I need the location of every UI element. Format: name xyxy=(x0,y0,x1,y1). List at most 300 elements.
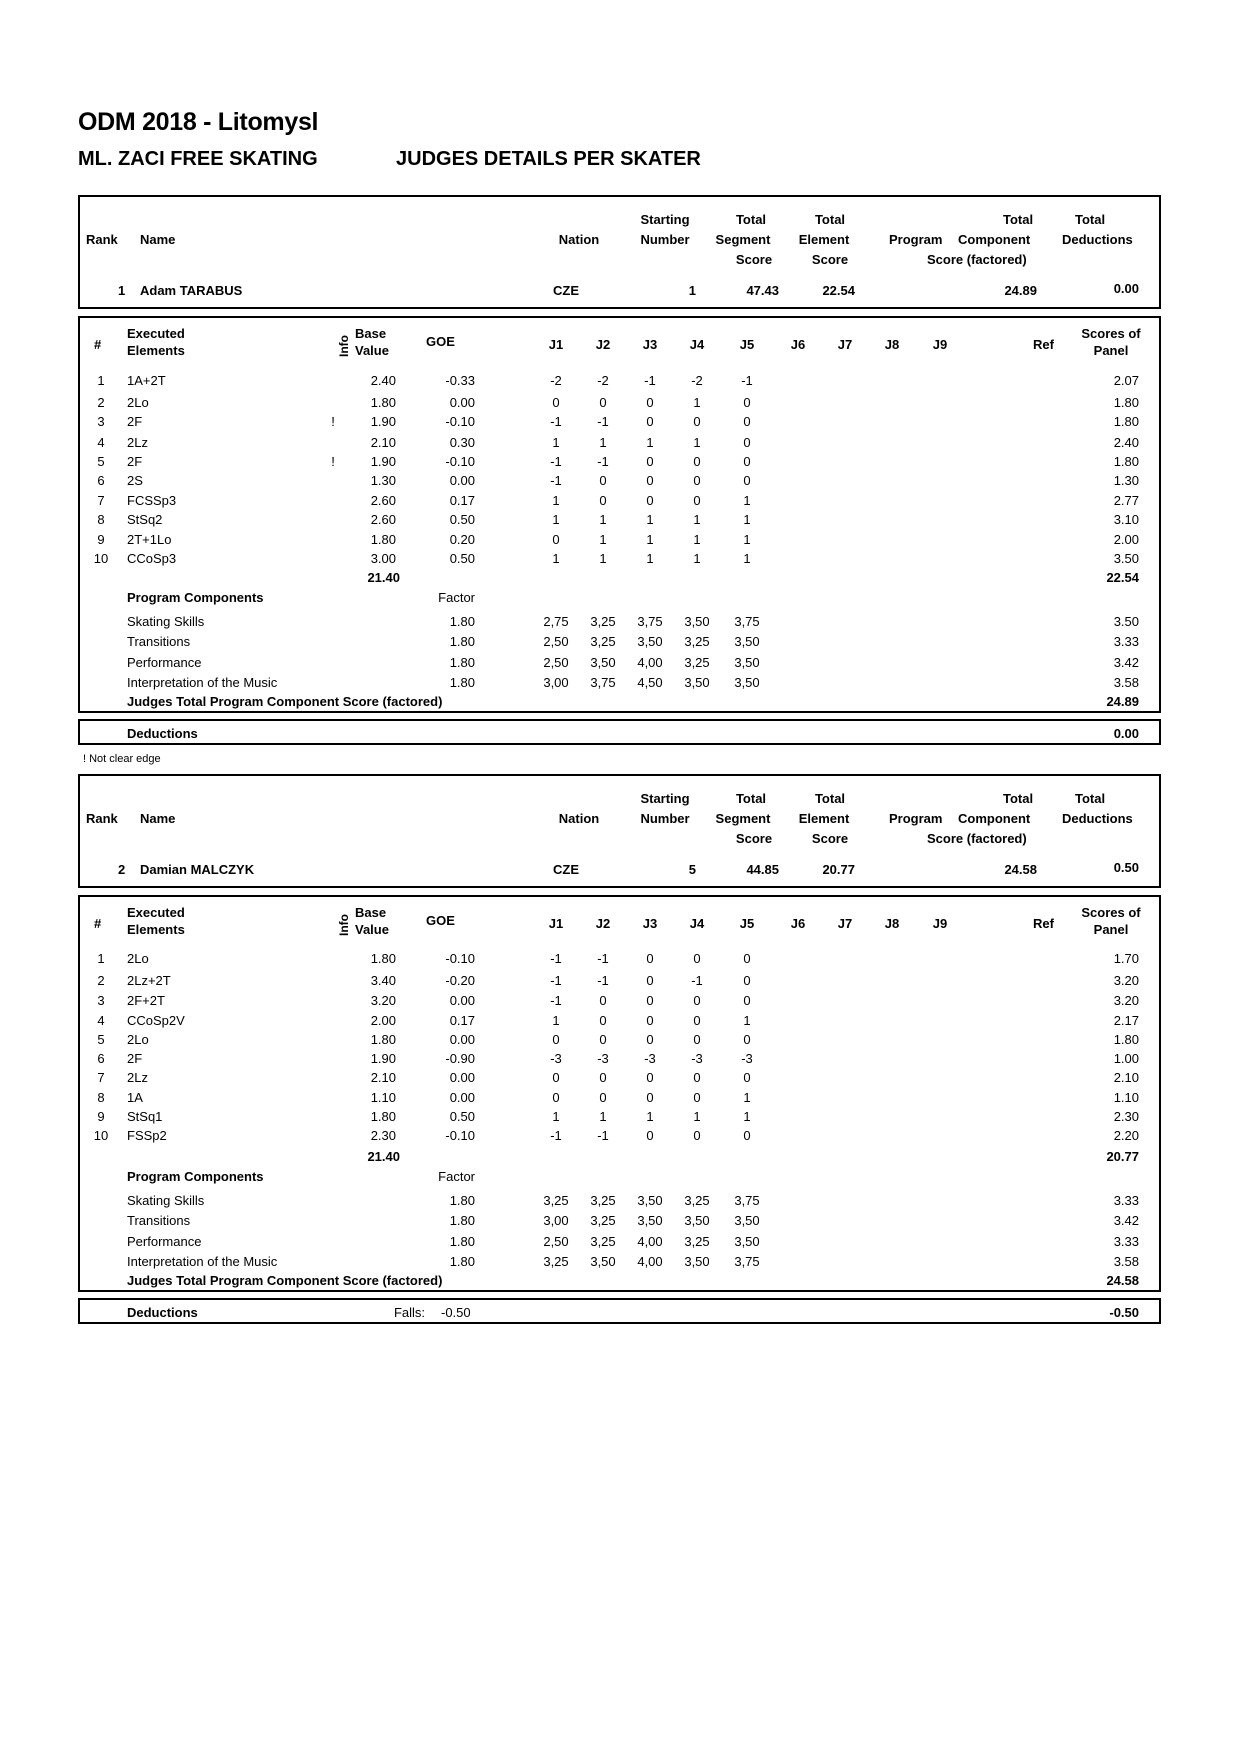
element-goe: -0.10 xyxy=(445,951,475,966)
element-judge-score: 0 xyxy=(646,993,654,1008)
element-judge-score: 1 xyxy=(552,1109,560,1124)
element-number: 5 xyxy=(97,1032,105,1047)
component-panel-score: 3.42 xyxy=(1113,1213,1139,1228)
element-goe: 0.50 xyxy=(449,1109,475,1124)
element-goe: -0.20 xyxy=(445,973,475,988)
element-judge-score: 0 xyxy=(552,1070,560,1085)
element-judge-score: 1 xyxy=(646,512,654,527)
total-element-score: 20.77 xyxy=(822,862,855,877)
element-base-value: 2.10 xyxy=(370,435,396,450)
element-score-total: 22.54 xyxy=(1106,570,1139,585)
col-judge-header: J2 xyxy=(595,916,611,931)
col-tss-header: Score xyxy=(735,252,773,267)
component-judge-score: 2,75 xyxy=(543,614,569,629)
element-judge-score: 1 xyxy=(743,493,751,508)
element-judge-score: 1 xyxy=(693,512,701,527)
event-title: ODM 2018 - Litomysl xyxy=(78,108,319,136)
element-judge-score: 1 xyxy=(693,435,701,450)
deduction-detail-label: Falls: xyxy=(393,1305,425,1320)
element-goe: -0.90 xyxy=(445,1051,475,1066)
component-panel-score: 3.33 xyxy=(1113,1234,1139,1249)
element-base-value: 1.80 xyxy=(370,951,396,966)
col-tss-header: Total xyxy=(735,212,767,227)
element-base-value: 3.40 xyxy=(370,973,396,988)
element-judge-score: 0 xyxy=(599,993,607,1008)
component-name: Transitions xyxy=(127,1213,191,1228)
component-judge-score: 3,50 xyxy=(684,675,710,690)
element-name: 2Lz+2T xyxy=(127,973,171,988)
component-judge-score: 3,50 xyxy=(637,1213,663,1228)
element-judge-score: 1 xyxy=(646,435,654,450)
col-pcs-header: Total xyxy=(1003,791,1034,806)
component-judge-score: 3,75 xyxy=(590,675,616,690)
component-panel-score: 3.33 xyxy=(1113,1193,1139,1208)
col-pcs-header: Component xyxy=(958,811,1031,826)
skater-nation: CZE xyxy=(553,862,579,877)
element-number: 2 xyxy=(97,395,105,410)
component-factor: 1.80 xyxy=(449,634,475,649)
element-judge-score: 1 xyxy=(646,532,654,547)
col-nation-header: Nation xyxy=(558,232,600,247)
element-base-value: 2.10 xyxy=(370,1070,396,1085)
col-elements-header: Elements xyxy=(127,922,185,937)
col-tes-header: Total xyxy=(814,791,846,806)
total-segment-score: 47.43 xyxy=(746,283,779,298)
element-base-value: 2.60 xyxy=(370,512,396,527)
component-name: Transitions xyxy=(127,634,191,649)
element-judge-score: -2 xyxy=(597,373,609,388)
element-judge-score: 1 xyxy=(599,532,607,547)
element-judge-score: 1 xyxy=(693,532,701,547)
element-judge-score: 0 xyxy=(599,493,607,508)
col-tes-header: Total xyxy=(814,212,846,227)
element-name: 2Lo xyxy=(127,1032,149,1047)
element-number: 6 xyxy=(97,1051,105,1066)
deductions-total: 0.00 xyxy=(1113,726,1139,741)
component-judge-score: 3,00 xyxy=(543,1213,569,1228)
element-number: 1 xyxy=(97,373,105,388)
component-judge-score: 3,75 xyxy=(637,614,663,629)
col-scores-header: Scores of xyxy=(1081,326,1141,341)
element-judge-score: -3 xyxy=(597,1051,609,1066)
total-program-component-score: 24.58 xyxy=(1004,862,1037,877)
col-tes-header: Element xyxy=(798,811,850,826)
element-judge-score: 0 xyxy=(646,493,654,508)
pcs-total-value: 24.58 xyxy=(1106,1273,1139,1288)
element-judge-score: -1 xyxy=(550,414,562,429)
element-base-value: 1.90 xyxy=(370,414,396,429)
element-info: ! xyxy=(331,414,335,429)
element-judge-score: 0 xyxy=(743,435,751,450)
element-judge-score: 1 xyxy=(743,551,751,566)
element-judge-score: 0 xyxy=(743,973,751,988)
element-panel-score: 3.50 xyxy=(1113,551,1139,566)
element-panel-score: 1.10 xyxy=(1113,1090,1139,1105)
col-ded-header: Total xyxy=(1075,791,1106,806)
col-judge-header: J6 xyxy=(790,337,806,352)
element-judge-score: -1 xyxy=(550,973,562,988)
element-judge-score: 1 xyxy=(646,1109,654,1124)
element-name: 2Lz xyxy=(127,435,148,450)
element-judge-score: -1 xyxy=(550,951,562,966)
col-tes-header: Score xyxy=(811,252,849,267)
component-judge-score: 2,50 xyxy=(543,655,569,670)
element-name: FCSSp3 xyxy=(127,493,177,508)
col-judge-header: J4 xyxy=(689,916,705,931)
element-judge-score: -2 xyxy=(691,373,703,388)
element-judge-score: 0 xyxy=(693,993,701,1008)
element-judge-score: 0 xyxy=(552,532,560,547)
element-judge-score: 0 xyxy=(599,1070,607,1085)
element-base-value: 2.00 xyxy=(370,1013,396,1028)
element-goe: 0.17 xyxy=(449,493,475,508)
deduction-detail-value: -0.50 xyxy=(441,1305,471,1320)
col-panel-header: Panel xyxy=(1093,922,1129,937)
col-elements-header: Elements xyxy=(127,343,185,358)
element-judge-score: 1 xyxy=(599,512,607,527)
component-name: Interpretation of the Music xyxy=(127,675,278,690)
element-panel-score: 3.20 xyxy=(1113,993,1139,1008)
element-panel-score: 2.00 xyxy=(1113,532,1139,547)
element-judge-score: 0 xyxy=(743,1128,751,1143)
element-judge-score: 0 xyxy=(743,414,751,429)
element-panel-score: 2.07 xyxy=(1113,373,1139,388)
element-name: CCoSp2V xyxy=(127,1013,185,1028)
element-goe: 0.00 xyxy=(449,993,475,1008)
component-judge-score: 3,50 xyxy=(734,1234,760,1249)
skater-nation: CZE xyxy=(553,283,579,298)
col-judge-header: J3 xyxy=(642,337,658,352)
component-factor: 1.80 xyxy=(449,655,475,670)
element-panel-score: 1.00 xyxy=(1113,1051,1139,1066)
element-judge-score: 0 xyxy=(693,1013,701,1028)
col-nation-header: Nation xyxy=(558,811,600,826)
element-number: 9 xyxy=(97,532,105,547)
element-name: 2F+2T xyxy=(127,993,165,1008)
element-judge-score: 0 xyxy=(693,454,701,469)
component-name: Interpretation of the Music xyxy=(127,1254,278,1269)
col-rank-header: Rank xyxy=(86,232,118,247)
element-number: 5 xyxy=(97,454,105,469)
col-pcs-header: Score (factored) xyxy=(927,831,1027,846)
component-judge-score: 3,25 xyxy=(590,1213,616,1228)
component-panel-score: 3.33 xyxy=(1113,634,1139,649)
element-number: 3 xyxy=(97,993,105,1008)
element-judge-score: 0 xyxy=(552,395,560,410)
col-tss-header: Segment xyxy=(715,232,771,247)
col-scores-header: Scores of xyxy=(1081,905,1141,920)
col-pcs-header: Program xyxy=(889,811,943,826)
col-judge-header: J8 xyxy=(884,337,900,352)
element-judge-score: 0 xyxy=(646,973,654,988)
col-goe-header: GOE xyxy=(426,334,455,349)
element-name: 1A xyxy=(127,1090,143,1105)
element-judge-score: -1 xyxy=(691,973,703,988)
element-base-value: 1.80 xyxy=(370,1109,396,1124)
element-judge-score: 0 xyxy=(693,1070,701,1085)
element-judge-score: 0 xyxy=(693,1032,701,1047)
col-judge-header: J4 xyxy=(689,337,705,352)
element-judge-score: 1 xyxy=(552,435,560,450)
col-judge-header: J8 xyxy=(884,916,900,931)
component-judge-score: 3,50 xyxy=(590,1254,616,1269)
element-name: 2Lo xyxy=(127,951,149,966)
component-panel-score: 3.58 xyxy=(1113,1254,1139,1269)
col-info-header: Info xyxy=(337,335,351,357)
col-judge-header: J2 xyxy=(595,337,611,352)
component-panel-score: 3.42 xyxy=(1113,655,1139,670)
col-number-header: Number xyxy=(640,811,690,826)
component-judge-score: 3,50 xyxy=(637,634,663,649)
element-judge-score: -2 xyxy=(550,373,562,388)
element-judge-score: 0 xyxy=(646,1032,654,1047)
element-panel-score: 3.20 xyxy=(1113,973,1139,988)
col-ref-header: Ref xyxy=(1033,337,1054,352)
element-number: 2 xyxy=(97,973,105,988)
element-judge-score: -3 xyxy=(644,1051,656,1066)
component-judge-score: 3,25 xyxy=(543,1254,569,1269)
col-hash-header: # xyxy=(94,337,102,352)
element-goe: 0.00 xyxy=(449,395,475,410)
element-base-value: 1.90 xyxy=(370,1051,396,1066)
component-judge-score: 3,50 xyxy=(734,634,760,649)
element-judge-score: 0 xyxy=(743,993,751,1008)
element-judge-score: -3 xyxy=(741,1051,753,1066)
deductions-label: Deductions xyxy=(127,726,198,741)
element-score-total: 20.77 xyxy=(1106,1149,1139,1164)
element-goe: 0.00 xyxy=(449,1070,475,1085)
col-number-header: Number xyxy=(640,232,690,247)
element-judge-score: 1 xyxy=(743,1013,751,1028)
element-name: 2Lo xyxy=(127,395,149,410)
element-panel-score: 1.70 xyxy=(1113,951,1139,966)
col-base-header: Base xyxy=(355,326,387,341)
component-judge-score: 3,50 xyxy=(637,1193,663,1208)
element-base-value: 2.60 xyxy=(370,493,396,508)
element-judge-score: 0 xyxy=(646,1090,654,1105)
deductions-label: Deductions xyxy=(127,1305,198,1320)
component-judge-score: 3,25 xyxy=(543,1193,569,1208)
element-judge-score: 1 xyxy=(743,1090,751,1105)
pcs-total-label: Judges Total Program Component Score (factored) xyxy=(127,694,443,709)
skater-rank: 2 xyxy=(118,862,126,877)
base-value-total: 21.40 xyxy=(367,1149,400,1164)
element-base-value: 2.40 xyxy=(370,373,396,388)
component-judge-score: 3,00 xyxy=(543,675,569,690)
element-number: 7 xyxy=(97,493,105,508)
element-goe: 0.20 xyxy=(449,532,475,547)
component-name: Skating Skills xyxy=(127,1193,205,1208)
element-judge-score: -1 xyxy=(550,454,562,469)
element-judge-score: 1 xyxy=(552,1013,560,1028)
element-number: 4 xyxy=(97,435,105,450)
col-ref-header: Ref xyxy=(1033,916,1054,931)
element-judge-score: 1 xyxy=(552,493,560,508)
col-value-header: Value xyxy=(355,343,389,358)
element-goe: -0.10 xyxy=(445,454,475,469)
element-panel-score: 1.80 xyxy=(1113,414,1139,429)
element-judge-score: 0 xyxy=(743,395,751,410)
element-goe: 0.50 xyxy=(449,551,475,566)
component-judge-score: 3,75 xyxy=(734,614,760,629)
element-judge-score: -1 xyxy=(741,373,753,388)
element-judge-score: 0 xyxy=(646,1070,654,1085)
col-judge-header: J9 xyxy=(932,916,948,931)
pcs-total-label: Judges Total Program Component Score (factored) xyxy=(127,1273,443,1288)
element-judge-score: -1 xyxy=(597,454,609,469)
element-base-value: 1.80 xyxy=(370,1032,396,1047)
element-number: 3 xyxy=(97,414,105,429)
col-judge-header: J6 xyxy=(790,916,806,931)
col-tes-header: Element xyxy=(798,232,850,247)
col-name-header: Name xyxy=(140,232,176,247)
element-name: 2Lz xyxy=(127,1070,148,1085)
element-judge-score: -1 xyxy=(597,951,609,966)
element-number: 4 xyxy=(97,1013,105,1028)
element-name: 2F xyxy=(127,414,143,429)
component-judge-score: 3,25 xyxy=(590,1193,616,1208)
element-judge-score: 0 xyxy=(552,1032,560,1047)
component-name: Performance xyxy=(127,655,202,670)
element-number: 10 xyxy=(93,551,109,566)
component-judge-score: 3,50 xyxy=(684,1213,710,1228)
component-judge-score: 3,25 xyxy=(684,1193,710,1208)
component-factor: 1.80 xyxy=(449,1193,475,1208)
col-hash-header: # xyxy=(94,916,102,931)
component-judge-score: 4,50 xyxy=(637,675,663,690)
element-judge-score: 1 xyxy=(599,435,607,450)
element-judge-score: 0 xyxy=(599,395,607,410)
element-judge-score: 1 xyxy=(599,1109,607,1124)
element-judge-score: 0 xyxy=(646,1013,654,1028)
col-pcs-header: Score (factored) xyxy=(927,252,1027,267)
element-judge-score: 0 xyxy=(693,473,701,488)
element-judge-score: -1 xyxy=(597,973,609,988)
col-starting-header: Starting xyxy=(640,791,690,806)
component-judge-score: 2,50 xyxy=(543,634,569,649)
element-judge-score: 0 xyxy=(646,951,654,966)
program-components-label: Program Components xyxy=(127,1169,264,1184)
component-judge-score: 3,25 xyxy=(684,1234,710,1249)
component-judge-score: 3,50 xyxy=(734,655,760,670)
element-name: 2T+1Lo xyxy=(127,532,172,547)
element-goe: 0.00 xyxy=(449,1090,475,1105)
component-panel-score: 3.58 xyxy=(1113,675,1139,690)
col-tss-header: Total xyxy=(735,791,767,806)
total-element-score: 22.54 xyxy=(822,283,855,298)
skater-details-box xyxy=(78,895,1161,1292)
element-base-value: 3.00 xyxy=(370,551,396,566)
element-judge-score: -1 xyxy=(644,373,656,388)
component-name: Skating Skills xyxy=(127,614,205,629)
skater-start-number: 5 xyxy=(688,862,696,877)
element-panel-score: 2.40 xyxy=(1113,435,1139,450)
deductions-box xyxy=(78,719,1161,745)
element-judge-score: 0 xyxy=(693,493,701,508)
element-name: FSSp2 xyxy=(127,1128,167,1143)
component-judge-score: 3,50 xyxy=(590,655,616,670)
skater-name: Damian MALCZYK xyxy=(140,862,255,877)
component-judge-score: 3,25 xyxy=(684,655,710,670)
element-goe: 0.50 xyxy=(449,512,475,527)
element-judge-score: -1 xyxy=(597,414,609,429)
col-info-header: Info xyxy=(337,914,351,936)
element-judge-score: -3 xyxy=(550,1051,562,1066)
element-number: 8 xyxy=(97,1090,105,1105)
component-factor: 1.80 xyxy=(449,614,475,629)
element-judge-score: 0 xyxy=(646,473,654,488)
component-factor: 1.80 xyxy=(449,1234,475,1249)
component-panel-score: 3.50 xyxy=(1113,614,1139,629)
element-name: 1A+2T xyxy=(127,373,166,388)
col-tss-header: Segment xyxy=(715,811,771,826)
element-info: ! xyxy=(331,454,335,469)
skater-start-number: 1 xyxy=(688,283,696,298)
element-panel-score: 2.10 xyxy=(1113,1070,1139,1085)
element-judge-score: 0 xyxy=(743,1032,751,1047)
skater-details-box xyxy=(78,316,1161,713)
base-value-total: 21.40 xyxy=(367,570,400,585)
component-factor: 1.80 xyxy=(449,1213,475,1228)
element-panel-score: 2.30 xyxy=(1113,1109,1139,1124)
col-ded-header: Deductions xyxy=(1062,811,1133,826)
component-judge-score: 3,75 xyxy=(734,1254,760,1269)
element-judge-score: 0 xyxy=(646,454,654,469)
component-judge-score: 4,00 xyxy=(637,1254,663,1269)
total-deductions: 0.00 xyxy=(1113,281,1139,296)
element-judge-score: -1 xyxy=(597,1128,609,1143)
col-tss-header: Score xyxy=(735,831,773,846)
element-judge-score: 0 xyxy=(693,1128,701,1143)
element-name: 2S xyxy=(127,473,143,488)
col-executed-header: Executed xyxy=(127,905,185,920)
deductions-box xyxy=(78,1298,1161,1324)
element-base-value: 1.10 xyxy=(370,1090,396,1105)
element-judge-score: 0 xyxy=(646,395,654,410)
element-judge-score: 1 xyxy=(693,551,701,566)
element-number: 8 xyxy=(97,512,105,527)
element-judge-score: 0 xyxy=(743,951,751,966)
component-judge-score: 3,25 xyxy=(590,634,616,649)
component-judge-score: 3,50 xyxy=(684,614,710,629)
element-panel-score: 1.80 xyxy=(1113,395,1139,410)
col-judge-header: J9 xyxy=(932,337,948,352)
element-judge-score: 1 xyxy=(552,551,560,566)
program-components-label: Program Components xyxy=(127,590,264,605)
element-goe: -0.10 xyxy=(445,1128,475,1143)
element-judge-score: 0 xyxy=(646,1128,654,1143)
element-judge-score: 0 xyxy=(743,454,751,469)
element-judge-score: -1 xyxy=(550,473,562,488)
skater-name: Adam TARABUS xyxy=(140,283,243,298)
col-tes-header: Score xyxy=(811,831,849,846)
element-goe: 0.00 xyxy=(449,1032,475,1047)
element-name: StSq2 xyxy=(127,512,163,527)
component-factor: 1.80 xyxy=(449,1254,475,1269)
col-judge-header: J7 xyxy=(837,916,853,931)
element-base-value: 1.80 xyxy=(370,395,396,410)
element-base-value: 3.20 xyxy=(370,993,396,1008)
component-judge-score: 3,25 xyxy=(590,614,616,629)
component-judge-score: 3,25 xyxy=(590,1234,616,1249)
element-judge-score: 1 xyxy=(743,512,751,527)
component-judge-score: 3,50 xyxy=(684,1254,710,1269)
col-judge-header: J5 xyxy=(739,337,755,352)
col-ded-header: Total xyxy=(1075,212,1106,227)
element-judge-score: 0 xyxy=(552,1090,560,1105)
element-number: 6 xyxy=(97,473,105,488)
element-goe: 0.00 xyxy=(449,473,475,488)
